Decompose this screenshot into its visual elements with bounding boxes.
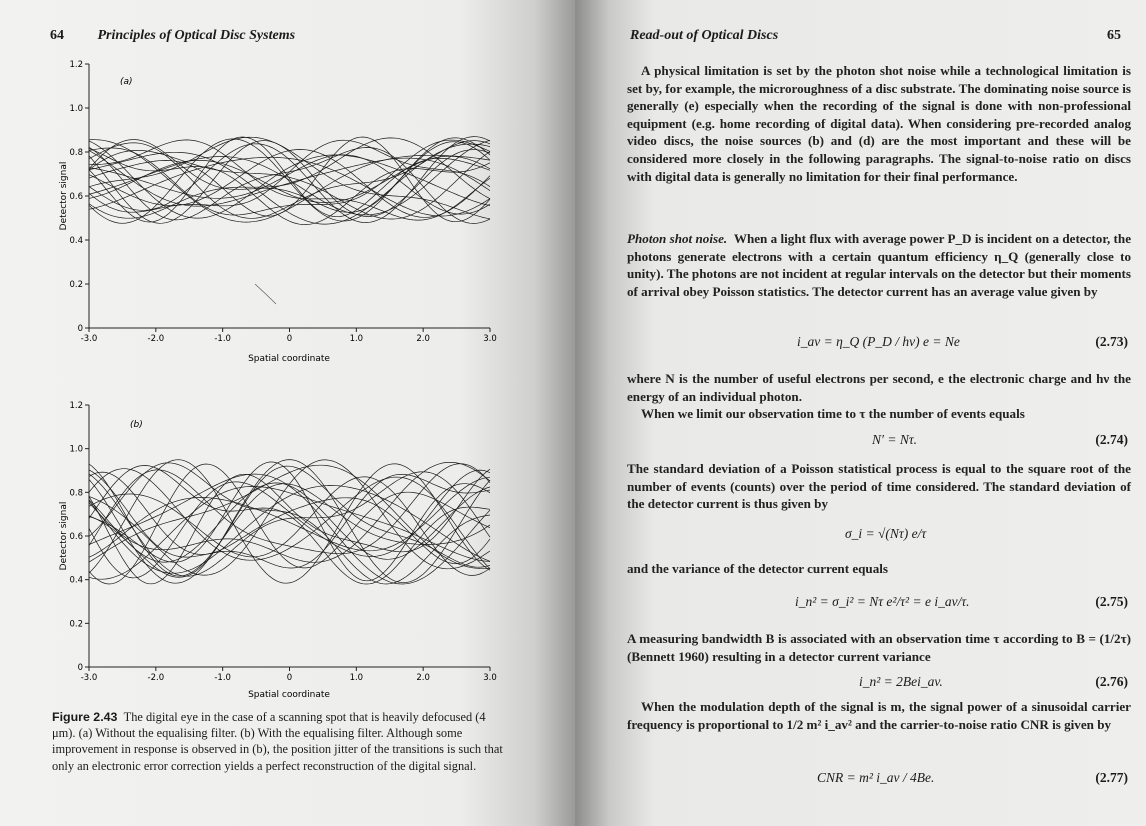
figure-2-43 — [0, 0, 575, 705]
x-tick-label: -2.0 — [147, 334, 165, 344]
right-page — [575, 0, 1146, 826]
caption-text: The digital eye in the case of a scanning spot that is heavily defocused (4 μm). (a) Without the equalising filter. (b) With the equalising filter. Although some improvement in response is observed in (b), the position jitter of the transitions is such that only an electronic error correction yields a perfect reconstruction of the digital signal. — [52, 710, 503, 773]
para-5: The standard deviation of a Poisson statistical process is equal to the square root of the number of events (counts) over the period of time considered. The standard deviation of the detector current is thus given by — [627, 461, 1131, 512]
x-tick-label: 1.0 — [349, 334, 364, 344]
x-tick-label: 2.0 — [416, 334, 430, 344]
panel-b-ylabel: Detector signal — [59, 501, 69, 571]
y-tick-label: 0.2 — [69, 280, 83, 290]
eq-2-76-number: (2.76) — [1095, 674, 1128, 689]
panel-b — [59, 401, 497, 700]
x-tick-label: -2.0 — [147, 673, 165, 683]
eye-curve — [89, 141, 490, 218]
eye-curve — [89, 477, 490, 557]
caption-label: Figure 2.43 — [52, 710, 118, 724]
eye-curve — [89, 137, 490, 223]
eq-2-77-expr: CNR = m² i_av / 4Be. — [817, 770, 935, 785]
eye-curve — [89, 138, 490, 212]
eq-2-76-expr: i_n² = 2Bei_av. — [859, 674, 943, 689]
y-tick-label: 0 — [77, 324, 83, 334]
para-6: and the variance of the detector current equals — [627, 561, 888, 576]
y-tick-label: 1.0 — [69, 444, 83, 455]
paragraph-where-n — [627, 370, 1131, 423]
left-page-number: 64 — [50, 28, 64, 43]
para-3: where N is the number of useful electrons per second, e the electronic charge and hν the energy of an individual photon. — [627, 371, 1131, 404]
y-tick-label: 1.0 — [69, 104, 83, 114]
para-2-head: Photon shot noise. — [627, 231, 728, 246]
left-running-title: Principles of Optical Disc Systems — [97, 28, 296, 43]
y-tick-label: 0.4 — [69, 575, 83, 586]
panel-a — [59, 60, 497, 364]
eq-2-77-number: (2.77) — [1095, 770, 1128, 785]
y-tick-label: 0 — [77, 663, 83, 673]
para-1: A physical limitation is set by the photon shot noise while a technological limitation is set by, for example, the microroughness of a disc substrate. The dominating noise source is generally (e) especially when the recording of the signal is done with non-professional equipment (e.g. home recording of digital data). When considering pre-recorded analog video discs, the noise sources (b) and (d) are the most important and these will be considered more closely in the following paragraphs. The signal-to-noise ratio on discs with digital data is generally no limitation for their final performance. — [627, 63, 1131, 184]
y-tick-label: 0.6 — [69, 532, 83, 542]
paragraph-noise-sources — [627, 62, 1131, 185]
eq-2-73-number: (2.73) — [1095, 334, 1128, 349]
para-4: When we limit our observation time to τ the number of events equals — [641, 406, 1025, 422]
panel-a-stray-mark — [255, 284, 276, 304]
panel-a-eye-curves — [89, 137, 490, 225]
eye-curve — [89, 137, 490, 222]
right-page-number: 65 — [1107, 28, 1121, 43]
panel-b-xlabel: Spatial coordinate — [248, 690, 330, 700]
paragraph-photon-shot-noise — [627, 230, 1131, 300]
right-page-header — [630, 28, 1121, 44]
x-tick-label: 1.0 — [349, 673, 364, 683]
panel-b-label: (b) — [130, 420, 143, 430]
y-tick-label: 0.6 — [69, 192, 83, 202]
eq-2-75-number: (2.75) — [1095, 594, 1128, 609]
panel-b-eye-curves — [89, 460, 490, 584]
eye-curve — [89, 486, 490, 574]
y-tick-label: 0.8 — [69, 488, 83, 499]
eq-sigma-expr: σ_i = √(Nτ) e/τ — [845, 526, 927, 541]
x-tick-label: 2.0 — [416, 673, 430, 683]
x-tick-label: -3.0 — [80, 673, 98, 683]
para-7: A measuring bandwidth B is associated with an observation time τ according to B = (1/2τ) (Bennett 1960) resulting in a detector current variance — [627, 631, 1131, 664]
eq-2-75-expr: i_n² = σ_i² = Nτ e²/τ² = e i_av/τ. — [795, 594, 970, 609]
x-tick-label: -3.0 — [80, 334, 98, 344]
para-2-text: When a light flux with average power P_D is incident on a detector, the photons generate electrons with a certain quantum efficiency η_Q (generally close to unity). The photons are not incident at regular intervals on the detector but their moments of arrival obey Poisson statistics. The detector current has an average value given by — [627, 231, 1132, 299]
panel-a-xlabel: Spatial coordinate — [248, 354, 330, 364]
y-tick-label: 0.4 — [69, 236, 83, 246]
para-8: When the modulation depth of the signal is m, the signal power of a sinusoidal carrier frequency is proportional to 1/2 m² i_av² and the carrier-to-noise ratio CNR is given by — [627, 699, 1131, 732]
panel-a-label: (a) — [120, 77, 133, 87]
eq-2-73-expr: i_av = η_Q (P_D / hν) e = Ne — [797, 334, 960, 349]
y-tick-label: 0.2 — [69, 619, 83, 630]
eq-2-74-expr: N′ = Nτ. — [872, 432, 918, 447]
paragraph-standard-deviation — [627, 460, 1131, 513]
paragraph-variance — [627, 560, 1131, 578]
paragraph-modulation-depth — [627, 698, 1131, 733]
y-tick-label: 0.8 — [69, 148, 83, 158]
x-tick-label: 3.0 — [483, 673, 497, 683]
x-tick-label: 3.0 — [483, 334, 497, 344]
x-tick-label: 0 — [286, 673, 293, 683]
y-tick-label: 1.2 — [69, 401, 83, 411]
eye-curve — [89, 486, 490, 579]
figure-caption — [52, 709, 507, 774]
eye-curve — [89, 472, 490, 576]
eq-2-74-number: (2.74) — [1095, 432, 1128, 447]
x-tick-label: -1.0 — [214, 673, 231, 683]
eye-curve — [89, 460, 490, 575]
x-tick-label: 0 — [286, 334, 293, 344]
x-tick-label: -1.0 — [214, 334, 231, 344]
paragraph-bandwidth — [627, 630, 1131, 665]
right-running-title: Read-out of Optical Discs — [630, 28, 779, 43]
y-tick-label: 1.2 — [69, 60, 83, 70]
panel-a-ylabel: Detector signal — [59, 161, 69, 231]
